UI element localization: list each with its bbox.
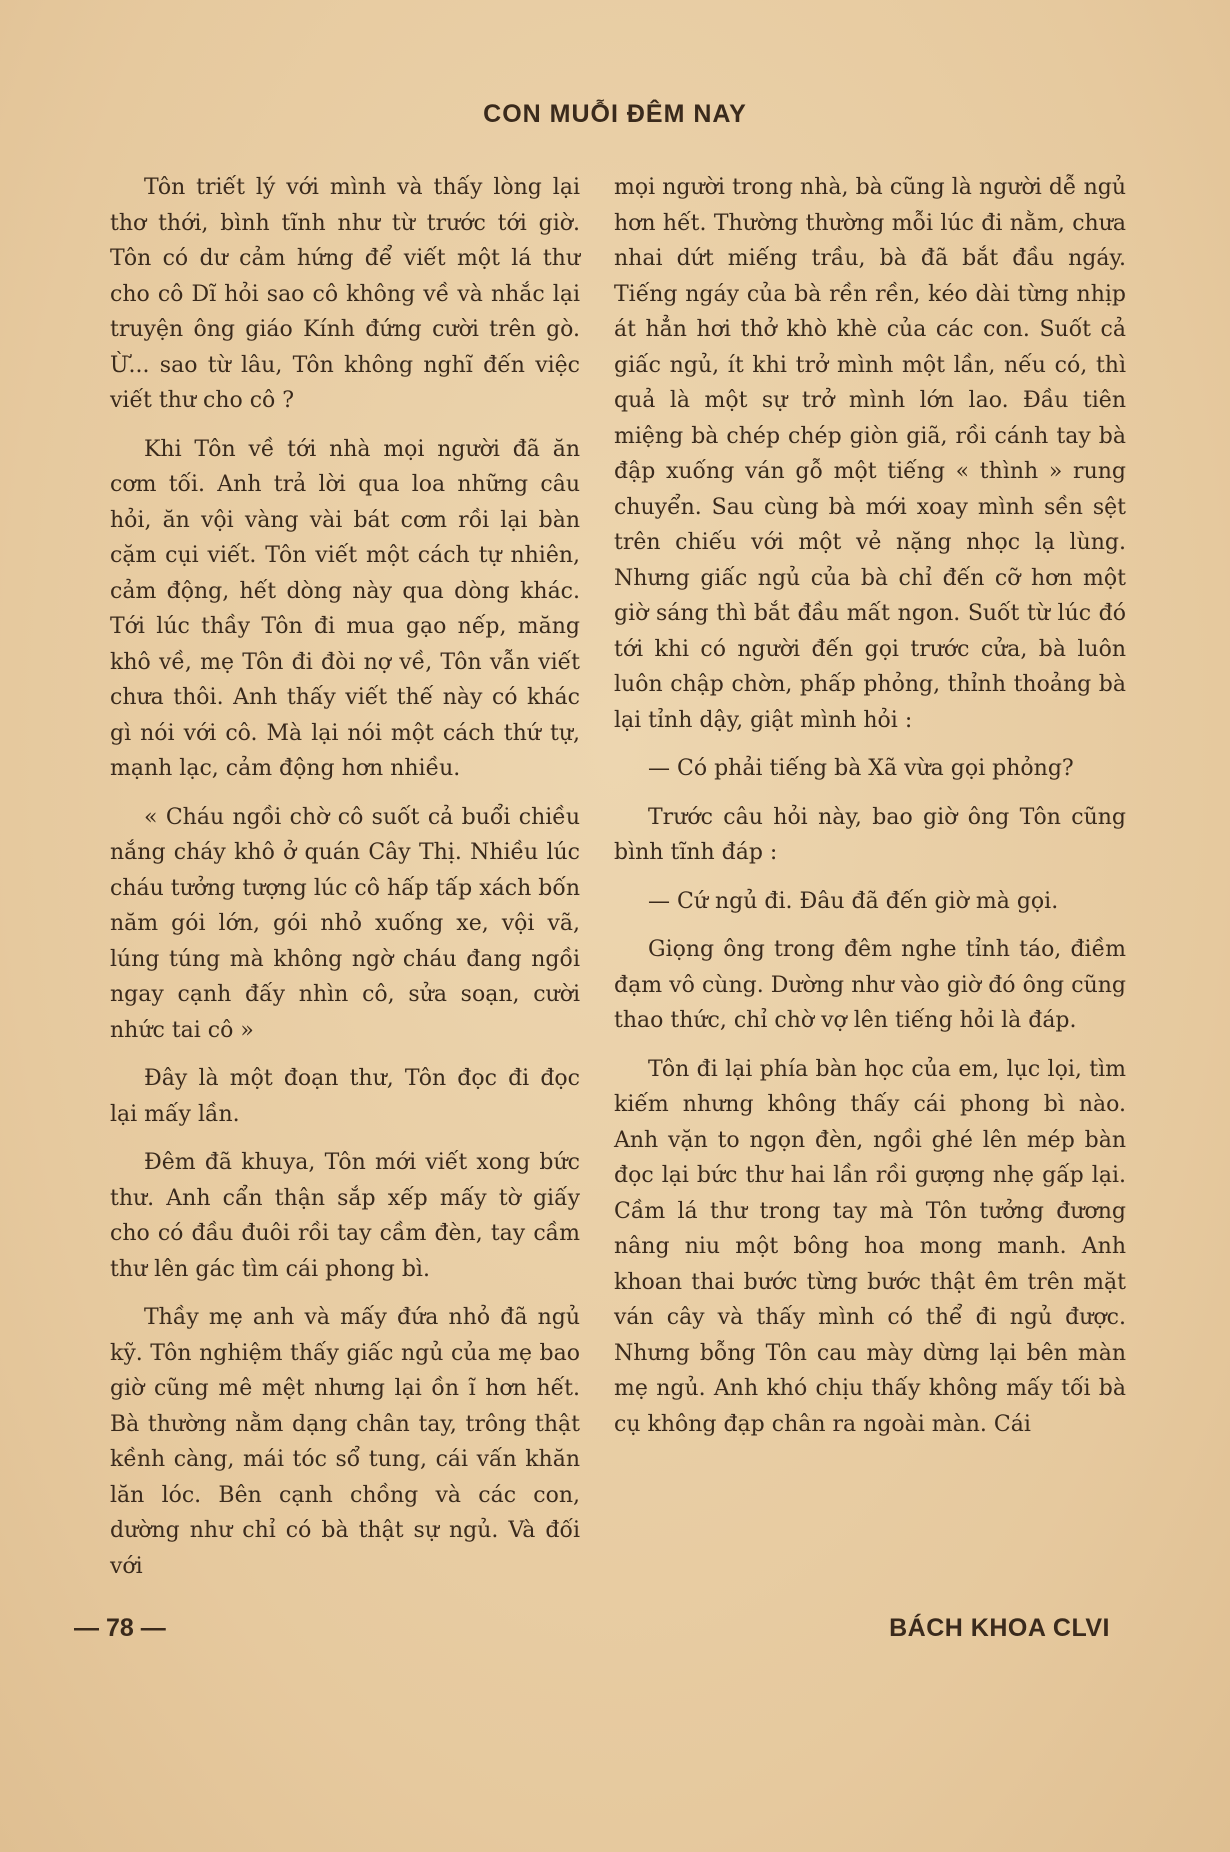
paragraph: Khi Tôn về tới nhà mọi người đã ăn cơm tối. Anh trả lời qua loa những câu hỏi, ăn vội vàng vài bát cơm rồi lại bàn cặm cụi viết. Tôn viết một cách tự nhiên, cảm động, hết dòng này qua dòng khác. Tới lúc thầy Tôn đi mua gạo nếp, măng khô về, mẹ Tôn đi đòi nợ về, Tôn vẫn viết chưa thôi. Anh thấy viết thế này có khác gì nói với cô. Mà lại nói một cách thứ tự, mạnh lạc, cảm động hơn nhiều.: [110, 436, 580, 781]
paragraph: Tôn triết lý với mình và thấy lòng lại thơ thới, bình tĩnh như từ trước tới giờ. Tôn có dư cảm hứng để viết một lá thư cho cô Dĩ hỏi sao cô không về và nhắc lại truyện ông giáo Kính đứng cười trên gò. Ừ... sao từ lâu, Tôn không nghĩ đến việc viết thư cho cô ?: [110, 175, 580, 413]
paragraph: Trước câu hỏi này, bao giờ ông Tôn cũng bình tĩnh đáp :: [614, 804, 1126, 865]
paragraph: Tôn đi lại phía bàn học của em, lục lọi, tìm kiếm nhưng không thấy cái phong bì nào. Anh vặn to ngọn đèn, ngồi ghé lên mép bàn đọc lại bức thư hai lần rồi gượng nhẹ gấp lại. Cầm lá thư trong tay mà Tôn tưởng đương nâng niu một bông hoa mong manh. Anh khoan thai bước từng bước thật êm trên mặt ván cây và thấy mình có thể đi ngủ được. Nhưng bỗng Tôn cau mày dừng lại bên màn mẹ ngủ. Anh khó chịu thấy không mấy tối bà cụ không đạp chân ra ngoài màn. Cái: [614, 1056, 1126, 1437]
paragraph: « Cháu ngồi chờ cô suốt cả buổi chiều nắng cháy khô ở quán Cây Thị. Nhiều lúc cháu tưởng tượng lúc cô hấp tấp xách bốn năm gói lớn, gói nhỏ xuống xe, vội vã, lúng túng mà không ngờ cháu đang ngồi ngay cạnh đấy nhìn cô, sửa soạn, cười nhức tai cô »: [110, 804, 580, 1043]
page-number: — 78 —: [74, 1614, 166, 1642]
publication-name: BÁCH KHOA CLVI: [889, 1614, 1110, 1642]
dialogue-line: — Cứ ngủ đi. Đâu đã đến giờ mà gọi.: [648, 888, 1059, 914]
left-column: [110, 170, 580, 1597]
paragraph: Giọng ông trong đêm nghe tỉnh táo, điềm đạm vô cùng. Dường như vào giờ đó ông cũng thao thức, chỉ chờ vợ lên tiếng hỏi là đáp.: [614, 937, 1126, 1033]
dialogue-line: — Có phải tiếng bà Xã vừa gọi phỏng?: [648, 756, 1074, 781]
paragraph: mọi người trong nhà, bà cũng là người dễ ngủ hơn hết. Thường thường mỗi lúc đi nằm, chưa nhai dứt miếng trầu, bà đã bắt đầu ngáy. Tiếng ngáy của bà rền rền, kéo dài từng nhịp át hẳn hơi thở khò khè của các con. Suốt cả giấc ngủ, ít khi trở mình một lần, nếu có, thì quả là một sự trở mình lớn lao. Đầu tiên miệng bà chép chép giòn giã, rồi cánh tay bà đập xuống ván gỗ một tiếng « thình » rung chuyển. Sau cùng bà mới xoay mình sền sệt trên chiếu với một vẻ nặng nhọc lạ lùng. Nhưng giấc ngủ của bà chỉ đến cỡ hơn một giờ sáng thì bắt đầu mất ngon. Suốt từ lúc đó tới khi có người đến gọi trước cửa, bà luôn luôn chập chờn, phấp phỏng, thỉnh thoảng bà lại tỉnh dậy, giật mình hỏi :: [614, 175, 1126, 733]
paragraph: Đêm đã khuya, Tôn mới viết xong bức thư. Anh cẩn thận sắp xếp mấy tờ giấy cho có đầu đuôi rồi tay cầm đèn, tay cầm thư lên gác tìm cái phong bì.: [110, 1150, 580, 1282]
paragraph: Đây là một đoạn thư, Tôn đọc đi đọc lại mấy lần.: [110, 1066, 580, 1127]
right-column: [614, 170, 1126, 1455]
running-title: CON MUỖI ĐÊM NAY: [483, 100, 747, 128]
paragraph: Thầy mẹ anh và mấy đứa nhỏ đã ngủ kỹ. Tôn nghiệm thấy giấc ngủ của mẹ bao giờ cũng mê mệt nhưng lại ồn ĩ hơn hết. Bà thường nằm dạng chân tay, trông thật kềnh càng, mái tóc sổ tung, cái vấn khăn lăn lóc. Bên cạnh chồng và các con, dường như chỉ có bà thật sự ngủ. Và đối với: [110, 1305, 580, 1579]
